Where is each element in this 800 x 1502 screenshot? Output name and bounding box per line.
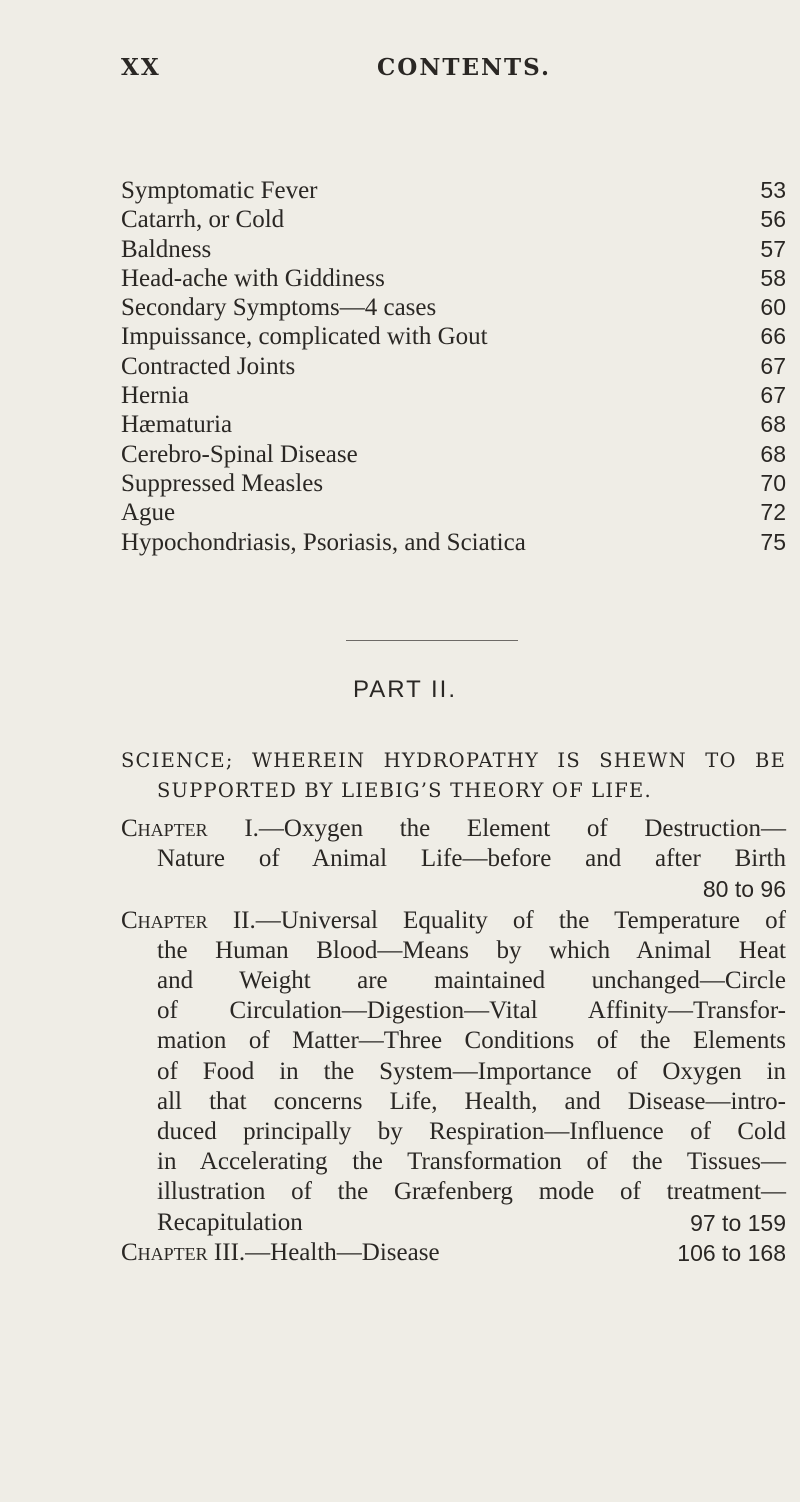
toc-entry-title: Cerebro-Spinal Disease [121,440,358,468]
part-subtitle [121,746,786,806]
toc-entry-page: 67 [760,352,786,379]
chapter-line-text: —Universal Equality of the Temperature of [255,906,786,934]
toc-entry-page: 66 [760,323,786,350]
toc-entry [121,264,786,293]
toc-entry-page: 68 [760,440,786,467]
toc-entry-page: 72 [760,499,786,526]
toc-entry [121,205,786,234]
chapter-entry [121,1238,786,1268]
chapter-line: illustration of the Græfenberg mode of treatment— [157,1178,786,1206]
running-header [121,54,681,94]
chapter-line: mation of Matter—Three Conditions of the Elements [157,1027,786,1055]
toc-entry-title: Head-ache with Giddiness [121,264,385,292]
chapter-line: Nature of Animal Life—before and after Birth [157,845,786,873]
toc-entry [121,469,786,498]
chapter-line: of Circulation—Digestion—Vital Affinity—Transfor- [157,997,786,1025]
toc-entry [121,322,786,351]
toc-entry-title: Hernia [121,382,190,410]
part-heading: PART II. [352,676,458,703]
toc-entry-title: Symptomatic Fever [121,177,318,204]
toc-entry-title: Impuissance, complicated with Gout [121,323,488,351]
toc-entry [121,440,786,469]
part-subtitle-line: SCIENCE; WHEREIN HYDROPATHY IS SHEWN TO BE [121,749,786,772]
chapter-entry [121,814,786,906]
toc-entry-page: 75 [760,528,786,555]
chapter-pages: 106 to 168 [677,1239,786,1266]
toc-entry-page: 57 [760,235,786,262]
chapter-line-text: Recapitulation [157,1208,303,1236]
toc-entry-title: Suppressed Measles [121,469,324,497]
contents-list [121,176,786,557]
toc-entry-title: Hæmaturia [121,411,233,439]
chapter-label: Chapter I. [121,815,259,842]
chapter-line: of Food in the System—Importance of Oxygen in [157,1057,786,1085]
chapter-line-text: —Health—Disease [245,1238,440,1266]
toc-entry [121,528,786,557]
chapter-line: all that concerns Life, Health, and Disease—intro- [157,1087,786,1115]
part-subtitle-line: SUPPORTED BY LIEBIG’S THEORY OF LIFE. [157,779,652,802]
toc-entry-page: 70 [760,469,786,496]
toc-entry-page: 53 [760,177,786,203]
toc-entry-page: 67 [760,382,786,409]
chapter-line-text: —Oxygen the Element of Destruction— [258,815,786,842]
chapter-line: and Weight are maintained unchanged—Circle [157,967,786,995]
page-number: XX [121,54,161,81]
toc-entry-title: Secondary Symptoms—4 cases [121,294,437,322]
toc-entry-title: Hypochondriasis, Psoriasis, and Sciatica [121,528,526,556]
chapter-first-line [121,814,786,844]
toc-entry-title: Baldness [121,235,212,263]
chapter-line: in Accelerating the Transformation of the Tissues— [157,1148,786,1176]
toc-entry-title: Contracted Joints [121,352,296,380]
chapter-list [121,814,786,1268]
page-title: CONTENTS. [377,54,551,81]
toc-entry [121,381,786,410]
chapter-first-line [121,1238,786,1268]
toc-entry-page: 60 [760,294,786,321]
toc-entry [121,176,786,205]
chapter-first-line [121,906,786,936]
chapter-pages: 80 to 96 [702,876,786,903]
chapter-line: duced principally by Respiration—Influence of Cold [157,1118,786,1146]
toc-entry-page: 56 [760,206,786,233]
toc-entry [121,410,786,439]
toc-entry-page: 68 [760,411,786,438]
chapter-label: Chapter II. [121,906,256,934]
toc-entry-page: 58 [760,264,786,291]
toc-entry-title: Ague [121,499,176,527]
chapter-entry [121,906,786,1238]
section-divider [346,640,518,641]
chapter-line: the Human Blood—Means by which Animal Heat [157,936,786,964]
toc-entry [121,352,786,381]
toc-entry [121,235,786,264]
chapter-last-line [121,1208,786,1238]
toc-entry [121,498,786,527]
toc-entry-title: Catarrh, or Cold [121,206,285,234]
chapter-pages: 97 to 159 [690,1209,786,1236]
chapter-pages-line [121,874,786,905]
chapter-label: Chapter III. [121,1238,246,1266]
toc-entry [121,293,786,322]
